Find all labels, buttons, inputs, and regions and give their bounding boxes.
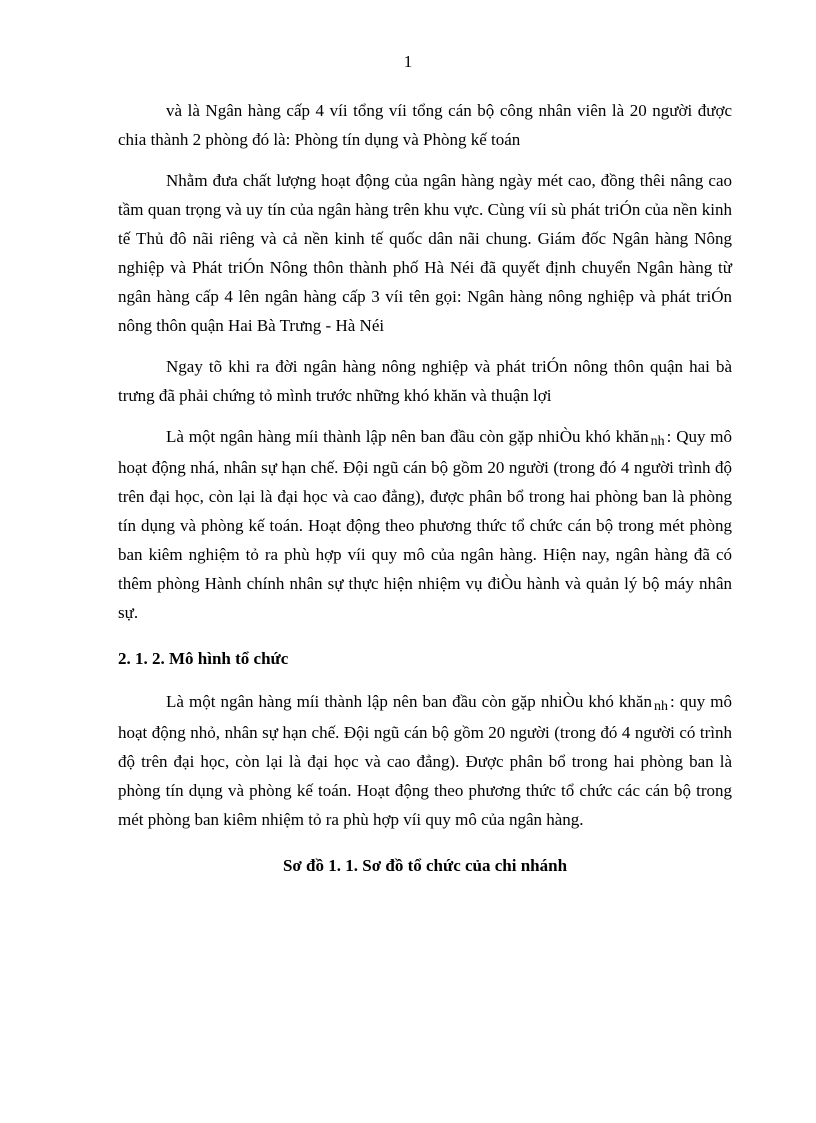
paragraph-text: : quy mô hoạt động nhỏ, nhân sự hạn chế. Đội ngũ cán bộ gồm 20 người (trong đó 4 người có trình độ trên đại học, còn lại là đại học và cao đẳng). Được phân bổ trong hai phòng ban là phòng tín dụng và phòng kế toán. Hoạt động theo phương thức tổ chức các cán bộ trong mét phòng ban kiêm nhiệm tỏ ra phù hợp víi quy mô của ngân hàng. bbox=[118, 692, 732, 829]
paragraph-upgrade-decision: Nhằm đưa chất lượng hoạt động của ngân hàng ngày mét cao, đồng thêi nâng cao tầm quan trọng và uy tín của ngân hàng trên khu vực. Cùng víi sù phát triÓn của nền kinh tế Thủ đô nãi riêng và cả nền kinh tế quốc dân nãi chung. Giám đốc Ngân hàng Nông nghiệp và Phát triÓn Nông thôn thành phố Hà Néi đã quyết định chuyển Ngân hàng từ ngân hàng cấp 4 lên ngân hàng cấp 3 víi tên gọi: Ngân hàng nông nghiệp và phát triÓn nông thôn quận Hai Bà Trưng - Hà Néi bbox=[118, 171, 732, 335]
paragraph-text: Là một ngân hàng míi thành lập nên ban đầu còn gặp nhiÒu khó khăn bbox=[166, 692, 652, 711]
paragraph-staff-overview bbox=[118, 422, 732, 627]
paragraph-text: Là một ngân hàng míi thành lập nên ban đầu còn gặp nhiÒu khó khăn bbox=[166, 427, 649, 446]
page-number: 1 bbox=[403, 52, 413, 71]
section-heading: 2. 1. 2. Mô hình tổ chức bbox=[118, 649, 289, 668]
paragraph-founding-challenges: Ngay tõ khi ra đời ngân hàng nông nghiệp và phát triÓn nông thôn quận hai bà trưng đã phải chứng tỏ mình trước những khó khăn và thuận lợi bbox=[118, 357, 732, 405]
subscript-text: nh bbox=[653, 699, 668, 714]
paragraph-organization-model bbox=[118, 687, 732, 834]
paragraph-bank-level: và là Ngân hàng cấp 4 víi tổng víi tổng cán bộ công nhân viên là 20 người được chia thành 2 phòng đó là: Phòng tín dụng và Phòng kế toán bbox=[118, 101, 732, 149]
subscript-text: nh bbox=[650, 434, 665, 449]
document-body bbox=[118, 96, 732, 880]
paragraph-text: : Quy mô hoạt động nhá, nhân sự hạn chế. Đội ngũ cán bộ gồm 20 người (trong đó 4 người trình độ trên đại học, còn lại là đại học và cao đẳng), được phân bổ trong hai phòng ban là phòng tín dụng và phòng kế toán. Hoạt động theo phương thức tổ chức cán bộ trong mét phòng ban kiêm nghiệm tỏ ra phù hợp víi quy mô của ngân hàng. Hiện nay, ngân hàng đã có thêm phòng Hành chính nhân sự thực hiện nhiệm vụ điÒu hành và quản lý bộ máy nhân sự. bbox=[118, 427, 732, 622]
figure-caption: Sơ đồ 1. 1. Sơ đồ tổ chức của chi nhánh bbox=[282, 856, 568, 875]
